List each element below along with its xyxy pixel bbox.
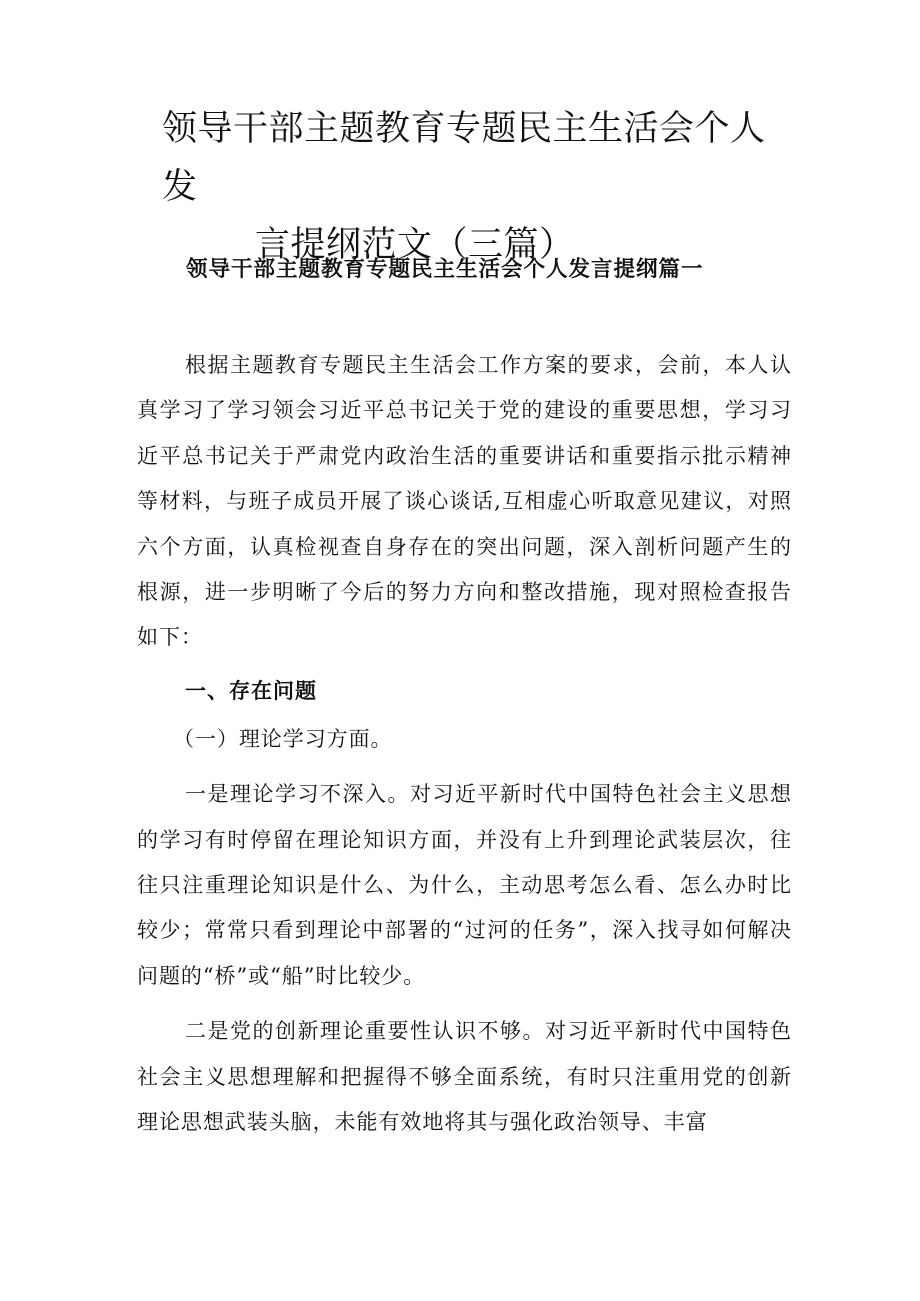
document-title-line-1: 领导干部主题教育专题民主生活会个人发 (162, 109, 766, 207)
section-title: 领导干部主题教育专题民主生活会个人发言提纲篇一 (186, 257, 704, 282)
paragraph-item-2: 二是党的创新理论重要性认识不够。对习近平新时代中国特色社会主义思想理解和把握得不够全面系统，有时只注重用党的创新理论思想武装头脑，未能有效地将其与强化政治领导、丰富 (137, 1019, 792, 1135)
paragraph-item-1: 一是理论学习不深入。对习近平新时代中国特色社会主义思想的学习有时停留在理论知识方面，并没有上升到理论武装层次，往往只注重理论知识是什么、为什么，主动思考怎么看、怎么办时比较少；常常只看到理论中部署的“过河的任务”，深入找寻如何解决问题的“桥”或“船”时比较少。 (137, 782, 792, 988)
document-body (137, 343, 792, 1146)
document-title (150, 100, 790, 274)
intro-paragraph: 根据主题教育专题民主生活会工作方案的要求，会前，本人认真学习了学习领会习近平总书记关于党的建设的重要思想，学习习近平总书记关于严肃党内政治生活的重要讲话和重要指示批示精神等材料，与班子成员开展了谈心谈话,互相虚心听取意见建议，对照六个方面，认真检视查自身存在的突出问题，深入剖析问题产生的根源，进一步明晰了今后的努力方向和整改措施，现对照检查报告如下： (137, 353, 792, 650)
document-title-line-2: 言提纲范文（三篇） (255, 225, 575, 265)
heading-existing-problems: 一、存在问题 (185, 678, 317, 703)
subheading-theory-study: （一）理论学习方面。 (173, 726, 393, 751)
